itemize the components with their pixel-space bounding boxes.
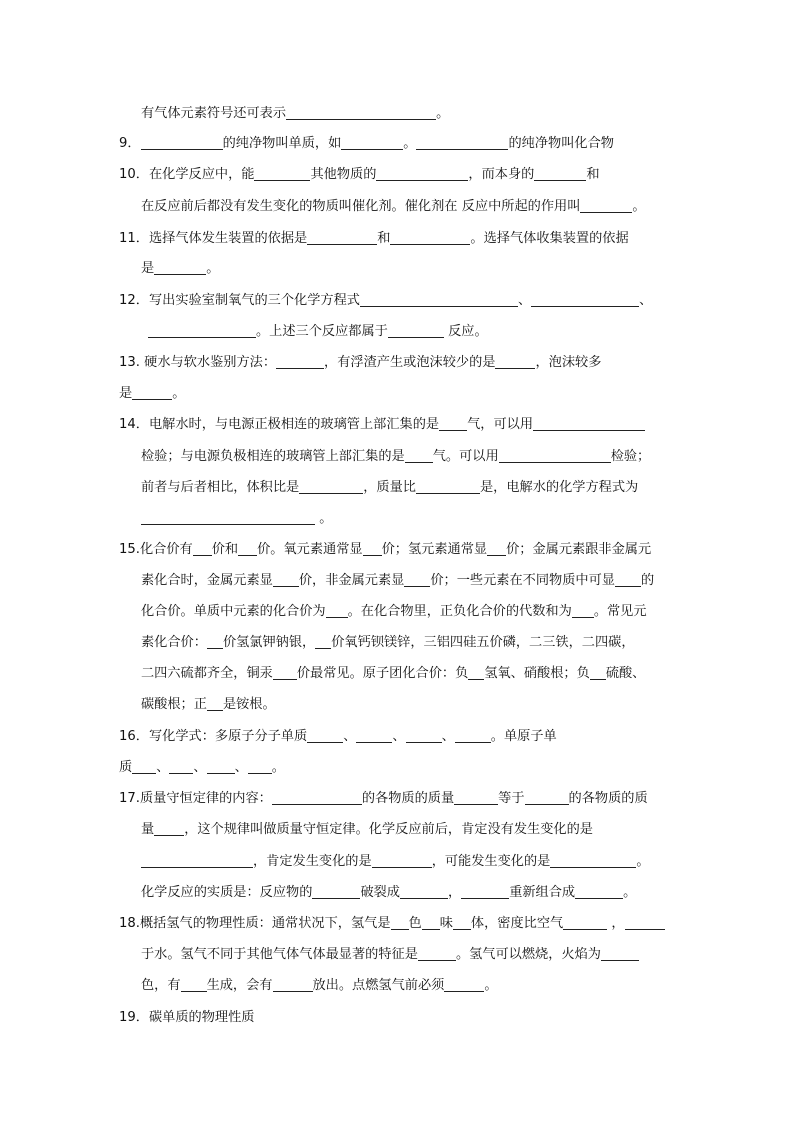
- item-16: 16．写化学式：多原子分子单质 、 、 、 。单原子单: [119, 729, 557, 744]
- item-17-cont-2: ，肯定发生变化的是 ，可能发生变化的是 。: [141, 852, 650, 872]
- item-17: 17.质量守恒定律的内容： 的各物质的质量 等于 的各物质的质: [119, 791, 648, 806]
- blank[interactable]: [422, 915, 440, 930]
- item-14: 14．电解水时，与电源正极相连的玻璃管上部汇集的是 气，可以用: [119, 415, 645, 435]
- blank[interactable]: [248, 759, 272, 774]
- item-14-cont-1: 检验；与电源负极相连的玻璃管上部汇集的是 气。可以用 检验；: [141, 449, 651, 464]
- blank[interactable]: [525, 790, 569, 805]
- blank[interactable]: [238, 541, 257, 556]
- item-18-cont-1: 于水。氢气不同于其他气体气体最显著的特征是 。氢气可以燃烧，火焰为: [141, 945, 639, 965]
- blank[interactable]: [341, 135, 403, 150]
- blank[interactable]: [455, 728, 491, 743]
- item-15-cont-3: 素化合价： 价氢氯钾钠银， 价氧钙钡镁锌，三铝四硅五价磷，二三铁，二四碳，: [141, 635, 635, 650]
- blank[interactable]: [550, 853, 636, 868]
- blank[interactable]: [615, 572, 641, 587]
- blank[interactable]: [273, 977, 313, 992]
- blank[interactable]: [499, 448, 611, 463]
- blank[interactable]: [307, 230, 377, 245]
- item-15-cont-4: 二四六硫都齐全，铜汞 价最常见。原子团化合价：负 氢氧、硝酸根；负 硫酸、: [141, 666, 646, 681]
- blank[interactable]: [312, 884, 360, 899]
- blank[interactable]: [273, 665, 297, 680]
- blank[interactable]: [154, 260, 206, 275]
- blank[interactable]: [181, 977, 207, 992]
- blank[interactable]: [416, 479, 480, 494]
- blank[interactable]: [254, 166, 310, 181]
- item-13: 13. 硬水与软水鉴别方法： ，有浮渣产生或泡沫较少的是 ，泡沫较多: [119, 355, 602, 370]
- blank[interactable]: [534, 166, 586, 181]
- blank[interactable]: [326, 603, 348, 618]
- blank[interactable]: [207, 634, 223, 649]
- item-15: 15.化合价有 价和 价。氧元素通常显 价；氢元素通常显 价；金属元素跟非金属元: [119, 542, 652, 557]
- blank[interactable]: [590, 665, 606, 680]
- item-16-cont: 质 、 、 、 。: [119, 760, 285, 775]
- blank[interactable]: [563, 915, 607, 930]
- blank[interactable]: [572, 603, 594, 618]
- item-10: 10．在化学反应中，能 其他物质的 ，而本身的 和: [119, 167, 600, 182]
- item-13-cont: 是 。: [119, 386, 186, 401]
- blank[interactable]: [363, 541, 382, 556]
- blank[interactable]: [406, 728, 442, 743]
- blank[interactable]: [468, 665, 484, 680]
- blank[interactable]: [444, 977, 484, 992]
- item-15-cont-1: 素化合时，金属元素显 价，非金属元素显 价；一些元素在不同物质中可显 的: [141, 573, 655, 588]
- blank[interactable]: [286, 105, 436, 120]
- blank[interactable]: [625, 915, 665, 930]
- blank[interactable]: [276, 354, 324, 369]
- blank[interactable]: [141, 135, 223, 150]
- item-17-cont-3: 化学反应的实质是：反应物的 破裂成 ， 重新组合成 。: [141, 885, 637, 900]
- blank[interactable]: [405, 448, 433, 463]
- blank[interactable]: [154, 821, 184, 836]
- blank[interactable]: [400, 884, 448, 899]
- blank[interactable]: [132, 385, 172, 400]
- blank[interactable]: [141, 510, 211, 525]
- blank[interactable]: [388, 323, 444, 338]
- item-15-cont-2: 化合价。单质中元素的化合价为 。在化合物里，正负化合价的代数和为 。常见元: [141, 604, 647, 619]
- blank[interactable]: [487, 541, 506, 556]
- blank[interactable]: [207, 759, 235, 774]
- blank[interactable]: [273, 572, 299, 587]
- item-19: 19．碳单质的物理性质: [119, 1010, 255, 1025]
- blank[interactable]: [169, 759, 193, 774]
- blank[interactable]: [391, 915, 409, 930]
- blank[interactable]: [307, 728, 343, 743]
- blank[interactable]: [272, 790, 362, 805]
- item-14-cont-3: 。: [141, 509, 332, 529]
- item-17-cont-1: 量 ，这个规律叫做质量守恒定律。化学反应前后，肯定没有发生变化的是: [141, 822, 593, 837]
- blank[interactable]: [299, 479, 363, 494]
- blank[interactable]: [193, 541, 212, 556]
- item-18-cont-2: 色，有 生成，会有 放出。点燃氢气前必须 。: [141, 978, 498, 993]
- blank[interactable]: [454, 790, 498, 805]
- blank[interactable]: [390, 230, 470, 245]
- item-11-cont: 是 。: [141, 261, 220, 276]
- blank[interactable]: [575, 884, 623, 899]
- blank[interactable]: [356, 728, 392, 743]
- blank[interactable]: [404, 572, 430, 587]
- blank[interactable]: [418, 946, 456, 961]
- blank[interactable]: [376, 166, 468, 181]
- blank[interactable]: [416, 135, 508, 150]
- item-15-cont-5: 碳酸根；正 是铵根。: [141, 697, 276, 712]
- blank[interactable]: [372, 853, 432, 868]
- blank[interactable]: [207, 696, 223, 711]
- blank[interactable]: [601, 946, 639, 961]
- item-12: 12．写出实验室制氧气的三个化学方程式 、 、: [119, 293, 653, 308]
- blank[interactable]: [533, 416, 645, 431]
- blank[interactable]: [453, 915, 471, 930]
- blank[interactable]: [211, 510, 315, 525]
- line-08-cont: 有气体元素符号还可表示 。: [141, 106, 450, 121]
- blank[interactable]: [132, 759, 156, 774]
- blank[interactable]: [141, 853, 253, 868]
- item-12-cont: 。上述三个反应都属于 反应。: [148, 322, 488, 342]
- item-18: 18.概括氢气的物理性质：通常状况下，氢气是 色 味 体，密度比空气 ，: [119, 914, 665, 934]
- item-9: 9． 的纯净物叫单质，如 。 的纯净物叫化合物: [119, 136, 614, 151]
- blank[interactable]: [439, 416, 467, 431]
- blank[interactable]: [360, 292, 518, 307]
- blank[interactable]: [461, 884, 509, 899]
- item-11: 11．选择气体发生装置的依据是 和 。选择气体收集装置的依据: [119, 231, 629, 246]
- blank[interactable]: [148, 323, 256, 338]
- item-14-cont-2: 前者与后者相比，体积比是 ，质量比 是，电解水的化学方程式为: [141, 480, 639, 495]
- blank[interactable]: [531, 292, 639, 307]
- blank[interactable]: [495, 354, 535, 369]
- blank[interactable]: [315, 634, 331, 649]
- blank[interactable]: [580, 198, 632, 213]
- item-10-cont: 在反应前后都没有发生变化的物质叫催化剂。催化剂在 反应中所起的作用叫 。: [141, 199, 646, 214]
